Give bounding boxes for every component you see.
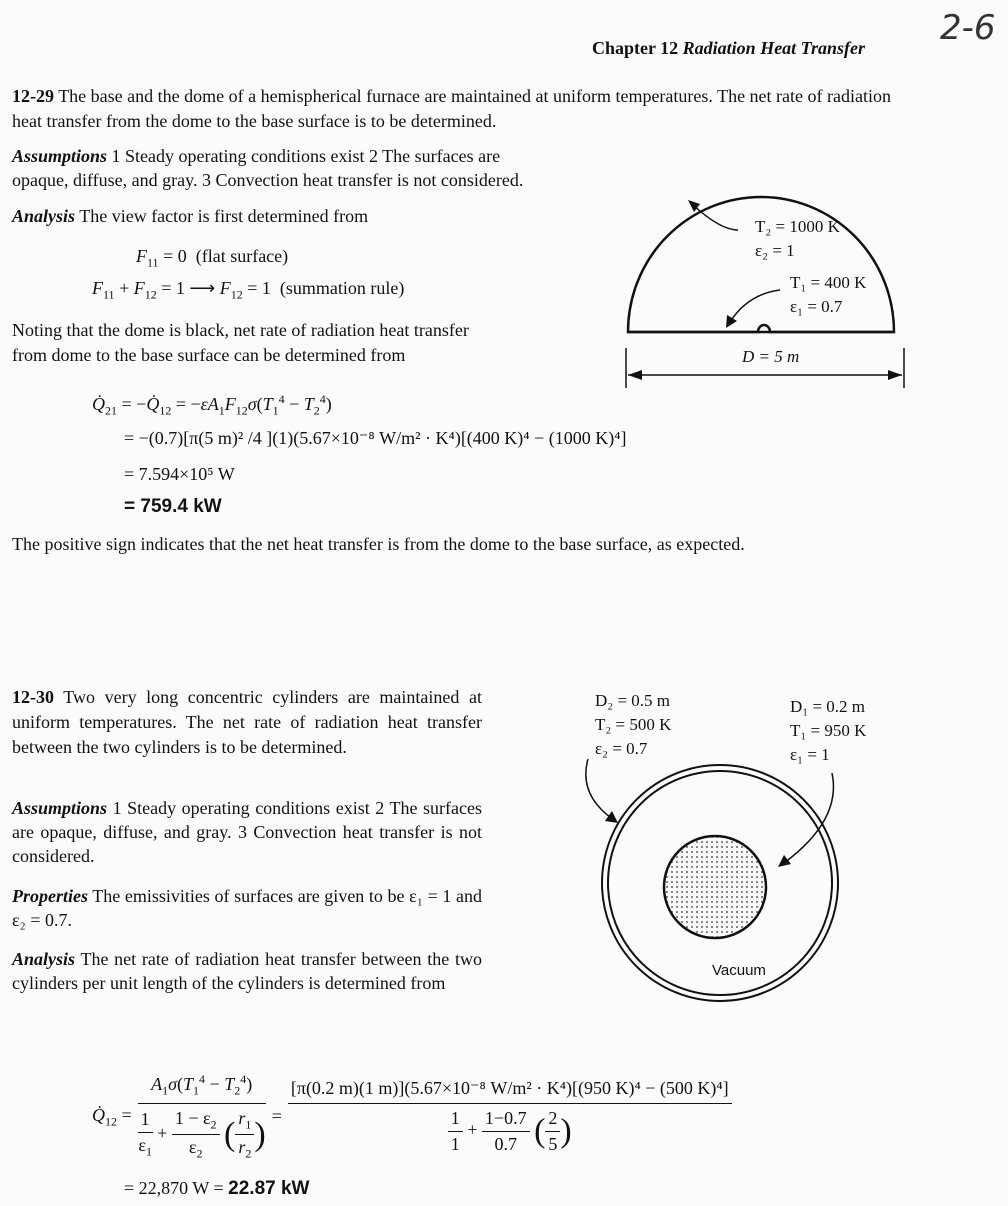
rhs-den-num: 1−0.7 xyxy=(482,1108,530,1132)
inner-diameter: D₁ = 0.2 m xyxy=(790,697,866,716)
outer-arrow xyxy=(586,759,614,820)
outer-diameter: D₂ = 0.5 m xyxy=(595,691,671,710)
assumptions-text-2: 1 Steady operating conditions exist 2 The surfaces are opaque, diffuse, and gray. 3 Convection heat transfer is not considered. xyxy=(12,798,482,866)
calc-line-2: = −(0.7)[π(5 m)² /4 ](1)(5.67×10⁻⁸ W/m² · K⁴)[(400 K)⁴ − (1000 K)⁴] xyxy=(124,428,627,448)
properties-text: The emissivities of surfaces are given to be ε₁ = 1 and ε₂ = 0.7. xyxy=(12,886,482,930)
inner-emissivity: ε₁ = 1 xyxy=(790,745,830,764)
noting-line-1: Noting that the dome is black, net rate of radiation heat transfer xyxy=(12,320,469,340)
result-bold: 22.87 kW xyxy=(228,1178,310,1199)
margin-note: 2-6 xyxy=(940,8,996,48)
equation-f11: $F_{11} = 0$ (flat surface) xyxy=(136,246,289,270)
result-line: = 22,870 W = xyxy=(124,1178,224,1198)
f11-note: (flat surface) xyxy=(195,246,289,266)
chapter-title: Radiation Heat Transfer xyxy=(682,38,866,58)
properties-12-30 xyxy=(12,884,482,932)
analysis-label: Analysis xyxy=(12,206,76,226)
analysis-text: The view factor is first determined from xyxy=(79,206,369,226)
outer-temperature: T₂ = 500 K xyxy=(595,715,672,734)
base-temperature: T₁ = 400 K xyxy=(790,273,867,292)
problem-text: The base and the dome of a hemispherical furnace are maintained at uniform temperatures. The net rate of radiation heat transfer from the dome to the base surface is to be determined. xyxy=(12,86,891,131)
problem-12-29-intro xyxy=(12,84,912,134)
analysis-12-30 xyxy=(12,947,482,995)
assumptions-label-2: Assumptions xyxy=(12,798,108,818)
result-12-30 xyxy=(124,1178,309,1200)
conclusion-12-29: The positive sign indicates that the net heat transfer is from the dome to the base surface, as expected. xyxy=(12,534,745,554)
assumptions-line-2: opaque, diffuse, and gray. 3 Convection heat transfer is not considered. xyxy=(12,170,524,190)
summation-note: (summation rule) xyxy=(279,278,405,298)
outer-emissivity: ε₂ = 0.7 xyxy=(595,739,648,758)
vacuum-label: Vacuum xyxy=(712,962,766,979)
problem-12-30-intro xyxy=(12,685,482,760)
assumptions-12-30 xyxy=(12,796,482,868)
assumptions-label: Assumptions xyxy=(12,146,108,166)
result-12-29: = 759.4 kW xyxy=(124,496,222,517)
equation-q21: $Q̇_{21}$ = $-Q̇_{12} = -\varepsilon A_1F_{12}\sigma(T_1^4 - T_2^4)$ xyxy=(92,392,332,418)
base-emissivity: ε₁ = 0.7 xyxy=(790,297,843,316)
page-header xyxy=(592,38,865,59)
assumptions-text: 1 Steady operating conditions exist 2 The surfaces are xyxy=(111,146,501,166)
problem-number-2: 12-30 xyxy=(12,687,54,707)
dome-emissivity: ε₂ = 1 xyxy=(755,241,795,260)
outer-arrowhead xyxy=(605,811,618,823)
problem-number: 12-29 xyxy=(12,86,54,106)
chapter-number: Chapter 12 xyxy=(592,38,679,58)
diameter-label: D = 5 m xyxy=(738,346,803,368)
dome-temperature: T₂ = 1000 K xyxy=(755,217,840,236)
analysis-line xyxy=(12,206,368,227)
calc-line-3: = 7.594×10⁵ W xyxy=(124,464,235,484)
dimension-arrow-right xyxy=(888,370,902,380)
analysis-text-2: The net rate of radiation heat transfer between the two cylinders per unit length of the cylinders is determined from xyxy=(12,949,482,993)
properties-label: Properties xyxy=(12,886,88,906)
dome-arrow xyxy=(692,204,738,230)
base-arrow xyxy=(730,290,780,322)
dimension-arrow-left xyxy=(628,370,642,380)
equation-summation: $F_{11} + F_{12} = 1$ ⟶ $F_{12} = 1$ (summation rule) xyxy=(92,278,405,302)
inner-cylinder xyxy=(664,836,766,938)
problem-text-2: Two very long concentric cylinders are maintained at uniform temperatures. The net rate of radiation heat transfer between the two cylinders is to be determined. xyxy=(12,687,482,757)
base-arrowhead xyxy=(726,315,737,328)
analysis-label-2: Analysis xyxy=(12,949,76,969)
rhs-numerator: [π(0.2 m)(1 m)](5.67×10⁻⁸ W/m² · K⁴)[(950 K)⁴ − (500 K)⁴] xyxy=(288,1078,732,1104)
noting-line-2: from dome to the base surface can be determined from xyxy=(12,345,406,365)
rhs-den-den: 0.7 xyxy=(494,1134,517,1155)
inner-arrowhead xyxy=(778,855,791,867)
equation-q12: $Q̇_{12}$ = $A_1\sigma(T_1^4 - T_2^4)$ $\frac{1}{\varepsilon_1}$ + $\frac{1 - \varepsilon_2}{\varepsilon_2}$ ( $\frac{r_1}{r_2}$ ) = [π(0.2 m)(1 m)](5.67×10⁻⁸ W/m² · K⁴)[(950 K)⁴ − (500 K)⁴] $\frac{1}{1}$ + $\frac{1-0.7}{0.7}$ ( $\frac{2}{5}$ ) xyxy=(92,1072,732,1162)
inner-temperature: T₁ = 950 K xyxy=(790,721,867,740)
assumptions-line-1 xyxy=(12,146,500,167)
